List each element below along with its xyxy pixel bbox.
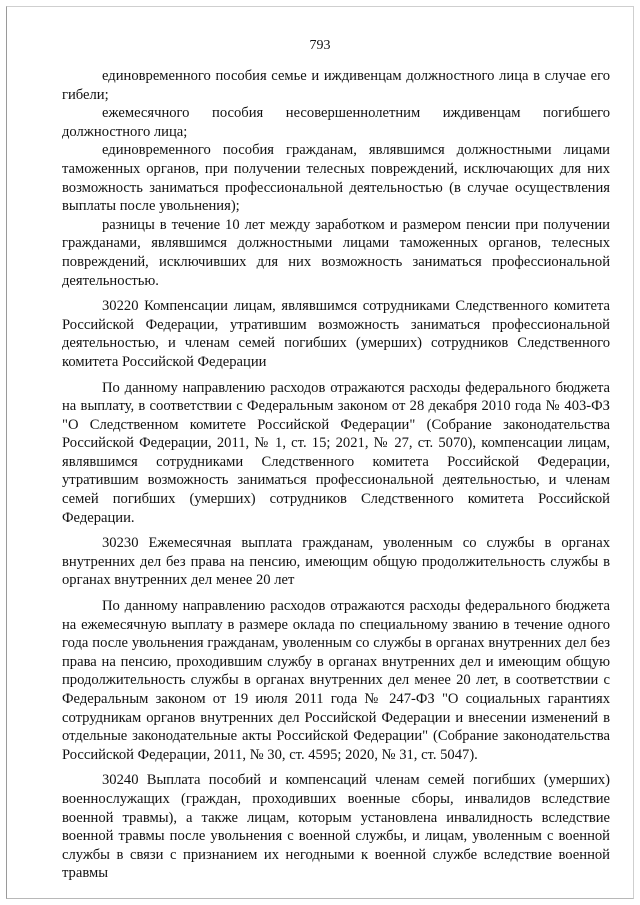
paragraph-1: единовременного пособия семье и иждивенцам должностного лица в случае его гибели; — [62, 68, 610, 103]
page-number: 793 — [309, 38, 331, 53]
paragraph-2: ежемесячного пособия несовершеннолетним иждивенцам погибшего должностного лица; — [62, 105, 610, 140]
paragraph-30220-body: По данному направлению расходов отражаются расходы федерального бюджета на выплату, в соответствии с Федеральным законом от 28 декабря 2010 года № 403-ФЗ "О Следственном комитете Российской Федерации" (Собрание законодательства Российской Федерации, 2011, № 1, ст. 15; 2021, № 27, ст. 5070), компенсации лицам, являвшимся сотрудниками Следственного комитета Российской Федерации, утратившим возможность заниматься профессиональной деятельностью, и членам семей погибших (умерших) сотрудников Следственного комитета Российской Федерации. — [62, 379, 610, 526]
section-heading-30230: 30230 Ежемесячная выплата гражданам, уволенным со службы в органах внутренних дел без права на пенсию, имеющим общую продолжительность службы в органах внутренних дел менее 20 лет — [62, 535, 610, 589]
document-body — [62, 67, 610, 883]
section-heading-30240: 30240 Выплата пособий и компенсаций членам семей погибших (умерших) военнослужащих (граждан, проходивших военные сборы, инвалидов вследствие военной травмы), а также лицам, которым установлена инвалидность вследствие военной травмы после увольнения с военной службы, и лицам, уволенным с военной службы в связи с признанием их негодными к военной службе вследствие военной травмы — [62, 772, 610, 882]
paragraph-4: разницы в течение 10 лет между заработком и размером пенсии при получении гражданами, являвшимся должностными лицами таможенных органов, телесных повреждений, исключивших для них возможность заниматься профессиональной деятельностью. — [62, 216, 610, 289]
paragraph-30230-body: По данному направлению расходов отражаются расходы федерального бюджета на ежемесячную выплату в размере оклада по специальному званию в течение одного года после увольнения гражданам, уволенным со службы в органах внутренних дел без права на пенсию, проходившим службу в органах внутренних дел и имеющим общую продолжительность службы в органах внутренних дел менее 20 лет, в соответствии с Федеральным законом от 19 июля 2011 года № 247-ФЗ "О социальных гарантиях сотрудникам органов внутренних дел Российской Федерации и внесении изменений в отдельные законодательные акты Российской Федерации" (Собрание законодательства Российской Федерации, 2011, № 30, ст. 4595; 2020, № 31, ст. 5047). — [62, 598, 610, 763]
paragraph-3: единовременного пособия гражданам, являвшимся должностными лицами таможенных органов, при получении телесных повреждений, исключающих для них возможность заниматься профессиональной деятельностью (в случае осуществления выплаты после увольнения); — [62, 142, 610, 215]
section-heading-30220: 30220 Компенсации лицам, являвшимся сотрудниками Следственного комитета Российской Федерации, утратившим возможность заниматься профессиональной деятельностью, и членам семей погибших (умерших) сотрудников Следственного комитета Российской Федерации — [62, 298, 610, 370]
